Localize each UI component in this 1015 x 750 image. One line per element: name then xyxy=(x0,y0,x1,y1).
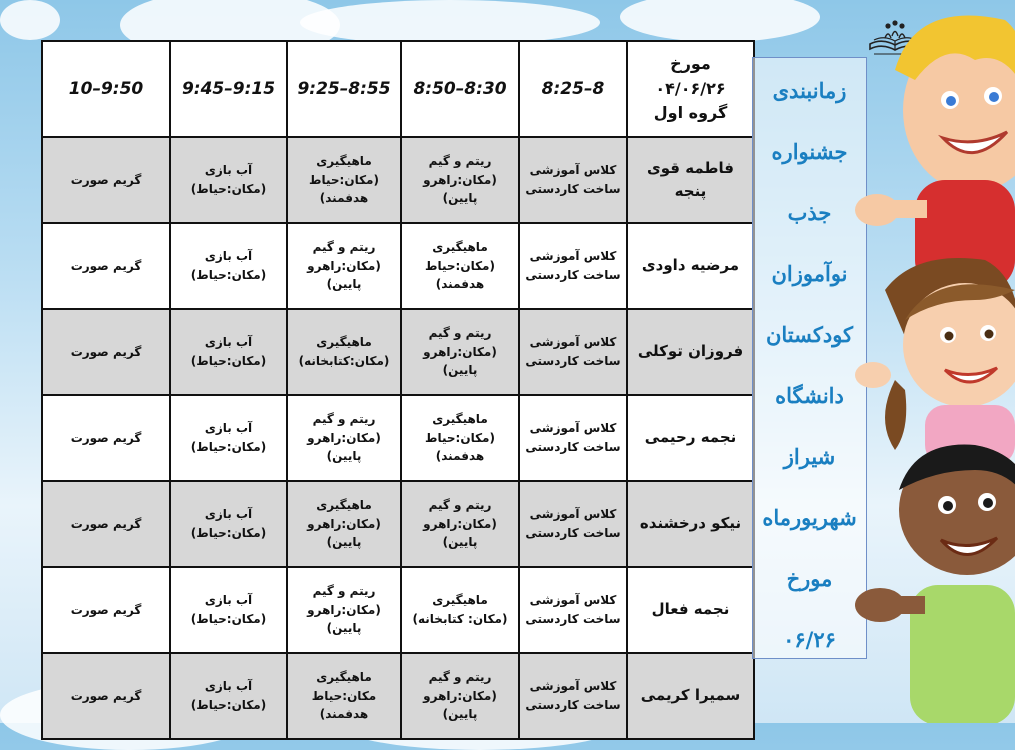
cell-line: (مکان:حیاط) xyxy=(190,526,267,540)
cell-line: ریتم و گیم xyxy=(428,670,492,685)
cell-line: هدفمند) xyxy=(435,449,485,464)
cell-line: (مکان:حیاط) xyxy=(190,354,267,368)
activity-cell xyxy=(170,395,287,481)
cloud xyxy=(0,0,60,40)
cell-line: ماهیگیری xyxy=(316,335,372,350)
cell-line: (مکان:حیاط xyxy=(309,172,379,187)
activity-cell xyxy=(287,481,401,567)
cell-line: هدفمند) xyxy=(435,277,485,292)
cell-line: (مکان:راهرو پایین) xyxy=(423,516,497,550)
cell-line: هدفمند) xyxy=(319,707,369,722)
side-title-word: شهریورماه xyxy=(762,505,857,530)
activity-cell xyxy=(42,137,170,223)
cell-line: مورخ xyxy=(670,53,711,73)
table-row xyxy=(42,137,754,223)
activity-cell xyxy=(287,137,401,223)
cell-line: آب بازی xyxy=(204,421,253,436)
table-row xyxy=(42,653,754,739)
activity-cell xyxy=(42,481,170,567)
cell-line: ریتم و گیم xyxy=(312,240,376,255)
side-title-word: شیراز xyxy=(783,444,836,469)
cell-line: (مکان:حیاط) xyxy=(190,698,267,712)
cell-line: آب بازی xyxy=(204,593,253,608)
activity-cell xyxy=(170,309,287,395)
activity-cell xyxy=(519,309,627,395)
cell-line: (مکان:راهرو پایین) xyxy=(423,172,497,206)
cell-line: ماهیگیری xyxy=(316,670,372,685)
activity-cell xyxy=(401,395,519,481)
activity-cell xyxy=(42,567,170,653)
teacher-name: سمیرا کریمی xyxy=(627,653,754,739)
time-slot-header: 8:30–8:50 xyxy=(401,41,519,137)
side-title-word: زمانبندی xyxy=(772,78,847,103)
cell-line: آب بازی xyxy=(204,163,253,178)
teacher-name: نجمه رحیمی xyxy=(627,395,754,481)
cell-line: گریم صورت xyxy=(70,344,142,359)
date-group-header xyxy=(627,41,754,137)
cell-line: ساخت کاردستی xyxy=(525,268,621,282)
cell-line: ساخت کاردستی xyxy=(525,440,621,454)
schedule-table xyxy=(41,40,755,740)
cloud xyxy=(300,0,600,45)
cell-line: گریم صورت xyxy=(70,258,142,273)
activity-cell xyxy=(287,223,401,309)
teacher-name: فروزان توکلی xyxy=(627,309,754,395)
activity-cell xyxy=(401,653,519,739)
table-row xyxy=(42,223,754,309)
activity-cell xyxy=(401,481,519,567)
time-slot-header: 9:15–9:45 xyxy=(170,41,287,137)
cell-line: ریتم و گیم xyxy=(428,154,492,169)
activity-cell xyxy=(401,223,519,309)
cell-line: (مکان:حیاط xyxy=(425,258,495,273)
cell-line: گروه اول xyxy=(653,103,728,123)
activity-cell xyxy=(519,137,627,223)
cell-line: ساخت کاردستی xyxy=(525,526,621,540)
cell-line: گریم صورت xyxy=(70,602,142,617)
cell-line: ماهیگیری xyxy=(432,593,488,608)
cell-line: (مکان:حیاط) xyxy=(190,440,267,454)
activity-cell xyxy=(170,481,287,567)
cell-line: گریم صورت xyxy=(70,516,142,531)
time-slot-header: 8:55–9:25 xyxy=(287,41,401,137)
cell-line: (مکان:حیاط xyxy=(425,430,495,445)
activity-cell xyxy=(401,309,519,395)
activity-cell xyxy=(170,223,287,309)
teacher-name: فاطمه قوی پنجه xyxy=(627,137,754,223)
activity-cell xyxy=(42,223,170,309)
side-title-word: مورخ xyxy=(786,566,833,591)
side-title-word: ۰۶/۲۶ xyxy=(783,627,836,652)
cartoon-children-illustration xyxy=(855,0,1015,723)
activity-cell xyxy=(287,567,401,653)
cell-line: کلاس آموزشی xyxy=(529,249,617,264)
cell-line: (مکان:راهرو پایین) xyxy=(423,344,497,378)
table-row xyxy=(42,309,754,395)
teacher-name: مرضیه داودی xyxy=(627,223,754,309)
cell-line: ساخت کاردستی xyxy=(525,354,621,368)
side-title-word: جذب xyxy=(787,200,832,225)
cell-line: ماهیگیری xyxy=(432,412,488,427)
cell-line: ریتم و گیم xyxy=(428,326,492,341)
table-row xyxy=(42,395,754,481)
activity-cell xyxy=(170,653,287,739)
cell-line: ماهیگیری xyxy=(316,498,372,513)
cell-line: (مکان:حیاط) xyxy=(190,268,267,282)
cloud xyxy=(620,0,820,42)
activity-cell xyxy=(42,309,170,395)
cell-line: کلاس آموزشی xyxy=(529,593,617,608)
activity-cell xyxy=(42,395,170,481)
activity-cell xyxy=(519,567,627,653)
activity-cell xyxy=(519,481,627,567)
table-row xyxy=(42,481,754,567)
cell-line: ساخت کاردستی xyxy=(525,698,621,712)
cell-line: ماهیگیری xyxy=(432,240,488,255)
cell-line: ریتم و گیم xyxy=(312,412,376,427)
activity-cell xyxy=(519,223,627,309)
cell-line: (مکان:راهرو پایین) xyxy=(307,430,381,464)
side-title xyxy=(752,60,867,670)
activity-cell xyxy=(401,567,519,653)
cell-line: کلاس آموزشی xyxy=(529,679,617,694)
activity-cell xyxy=(401,137,519,223)
cell-line: ساخت کاردستی xyxy=(525,612,621,626)
cell-line: کلاس آموزشی xyxy=(529,421,617,436)
cell-line: (مکان:راهرو پایین) xyxy=(307,602,381,636)
side-title-word: نوآموزان xyxy=(771,261,848,286)
cell-line: آب بازی xyxy=(204,679,253,694)
activity-cell xyxy=(287,653,401,739)
cell-line: (مکان:کتابخانه) xyxy=(298,354,390,368)
cell-line: هدفمند) xyxy=(319,191,369,206)
cell-line: (مکان:راهرو پایین) xyxy=(423,688,497,722)
cell-line: (مکان:راهرو پایین) xyxy=(307,516,381,550)
side-title-word: دانشگاه xyxy=(775,383,844,408)
side-title-word: کودکستان xyxy=(765,322,854,347)
activity-cell xyxy=(519,395,627,481)
activity-cell xyxy=(287,395,401,481)
cell-line: آب بازی xyxy=(204,507,253,522)
cell-line: گریم صورت xyxy=(70,430,142,445)
cell-line: (مکان:حیاط) xyxy=(190,612,267,626)
activity-cell xyxy=(519,653,627,739)
cell-line: مکان:حیاط xyxy=(311,688,377,703)
teacher-name: نیکو درخشنده xyxy=(627,481,754,567)
teacher-name: نجمه فعال xyxy=(627,567,754,653)
cell-line: (مکان: کتابخانه) xyxy=(412,612,508,626)
table-row xyxy=(42,567,754,653)
cell-line: کلاس آموزشی xyxy=(529,163,617,178)
cell-line: گریم صورت xyxy=(70,688,142,703)
cell-line: ریتم و گیم xyxy=(428,498,492,513)
activity-cell xyxy=(287,309,401,395)
cell-line: آب بازی xyxy=(204,249,253,264)
cell-line: کلاس آموزشی xyxy=(529,507,617,522)
cell-line: گریم صورت xyxy=(70,172,142,187)
cell-line: کلاس آموزشی xyxy=(529,335,617,350)
side-title-word: جشنواره xyxy=(771,139,848,164)
cell-line: (مکان:راهرو پایین) xyxy=(307,258,381,292)
cell-line: ۰۴/۰۶/۲۶ xyxy=(655,78,726,98)
activity-cell xyxy=(170,567,287,653)
cell-line: ریتم و گیم xyxy=(312,584,376,599)
activity-cell xyxy=(170,137,287,223)
cell-line: ساخت کاردستی xyxy=(525,182,621,196)
cell-line: (مکان:حیاط) xyxy=(190,182,267,196)
cell-line: آب بازی xyxy=(204,335,253,350)
cell-line: ماهیگیری xyxy=(316,154,372,169)
activity-cell xyxy=(42,653,170,739)
header-row xyxy=(42,41,754,137)
time-slot-header: 8–8:25 xyxy=(519,41,627,137)
time-slot-header: 9:50–10 xyxy=(42,41,170,137)
